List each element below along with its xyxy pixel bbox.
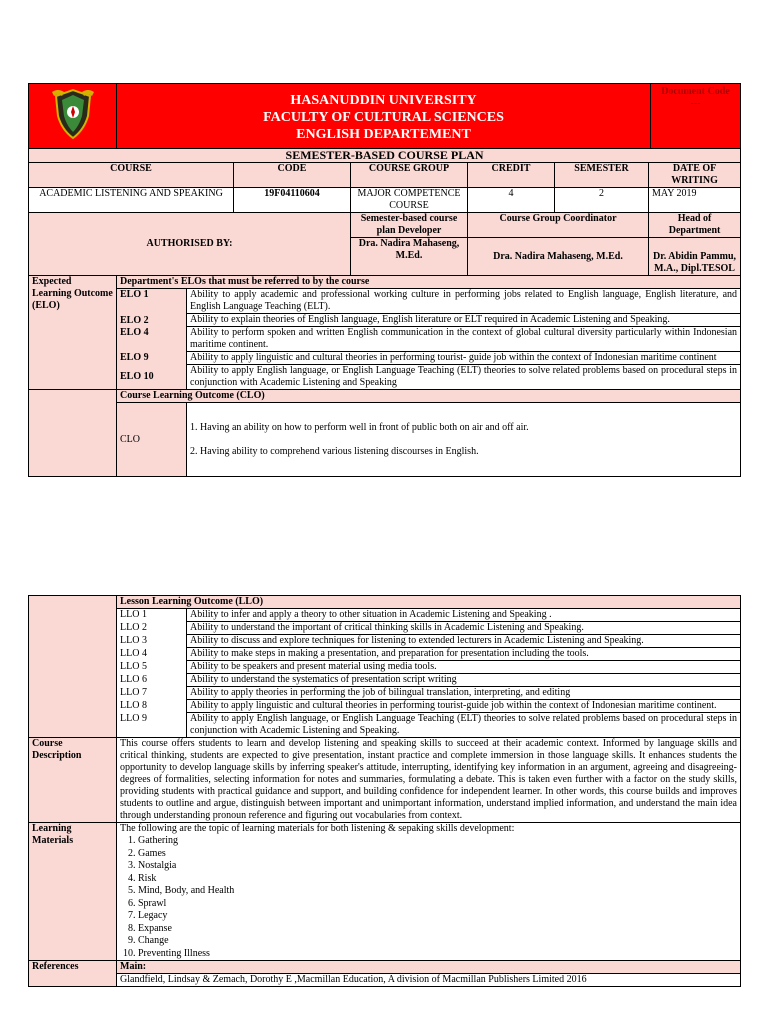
llo-text: Ability to apply linguistic and cultural theories in performing tourist-guide job within the context of Indonesian maritime continent. — [187, 700, 741, 713]
header-table — [28, 83, 741, 149]
llo-code: LLO 3 — [117, 635, 187, 648]
llo-code: LLO 8 — [117, 700, 187, 713]
faculty-name: FACULTY OF CULTURAL SCIENCES — [263, 109, 504, 125]
llo-text: Ability to understand the important of critical thinking skills in Academic Listening and Speaking. — [187, 622, 741, 635]
elo-text: Ability to apply academic and professional working culture in performing jobs related to English language, English literature, and English Language Teaching (ELT). — [187, 289, 741, 314]
material-item: 10. Preventing Illness — [138, 948, 737, 961]
date-header: DATE OF WRITING — [649, 163, 741, 188]
material-item: 9. Change — [138, 935, 737, 948]
clo-items — [187, 403, 741, 477]
material-item: 4. Risk — [138, 873, 737, 886]
llo-text: Ability to discuss and explore techniques for listening to extended lecturers in Academic Listening and Speaking. — [187, 635, 741, 648]
material-item: 7. Legacy — [138, 910, 737, 923]
material-item: 2. Games — [138, 848, 737, 861]
llo-code: LLO 1 — [117, 609, 187, 622]
llo-code: LLO 9 — [117, 713, 187, 738]
material-item: 1. Gathering — [138, 835, 737, 848]
clo-item: 1. Having an ability on how to perform well in front of public both on air and off air. — [190, 421, 529, 433]
elo-code: ELO 1 — [117, 289, 187, 314]
authorised-label: AUTHORISED BY: — [29, 213, 351, 276]
elo-code: ELO 10 — [117, 365, 187, 390]
code-header: CODE — [234, 163, 351, 188]
references-main-label: Main: — [117, 961, 741, 974]
llo-code: LLO 6 — [117, 674, 187, 687]
course-group: MAJOR COMPETENCE COURSE — [351, 188, 468, 213]
llo-table — [28, 595, 741, 987]
plan-title: SEMESTER-BASED COURSE PLAN — [29, 149, 741, 163]
head-label: Head of Department — [649, 213, 741, 238]
llo-text: Ability to apply English language, or English Language Teaching (ELT) theories to solve related problems based on procedural steps in conjunction with Academic Listening and Speaking. — [187, 713, 741, 738]
document-code-value: --- — [690, 98, 701, 109]
developer-name: Dra. Nadira Mahaseng, M.Ed. — [351, 238, 468, 276]
clo-code: CLO — [117, 403, 187, 477]
course-info-table — [28, 149, 741, 276]
semester-value: 2 — [555, 188, 649, 213]
developer-label: Semester-based course plan Developer — [351, 213, 468, 238]
course-value-row — [29, 188, 741, 213]
logo-cell — [29, 84, 117, 149]
llo-code: LLO 2 — [117, 622, 187, 635]
clo-heading: Course Learning Outcome (CLO) — [117, 390, 741, 403]
department-name: ENGLISH DEPARTEMENT — [296, 126, 471, 142]
coordinator-name: Dra. Nadira Mahaseng, M.Ed. — [468, 238, 649, 276]
llo-code: LLO 7 — [117, 687, 187, 700]
elo-text: Ability to perform spoken and written English communication in the context of global cultural diversity particularly within Indonesian maritime continent. — [187, 327, 741, 352]
llo-text: Ability to understand the systematics of presentation script writing — [187, 674, 741, 687]
materials-list — [120, 835, 737, 960]
clo-item: 2. Having ability to comprehend various listening discourses in English. — [190, 445, 479, 457]
course-header: COURSE — [29, 163, 234, 188]
elo-text: Ability to apply English language, or English Language Teaching (ELT) theories to solve related problems based on procedural steps in conjunction with Academic Listening and Speaking — [187, 365, 741, 390]
coordinator-label: Course Group Coordinator — [468, 213, 649, 238]
materials-cell — [117, 823, 741, 961]
elo-label: Expected Learning Outcome (ELO) — [29, 276, 117, 390]
description-text: This course offers students to learn and develop listening and speaking skills to succeed at their academic context. Informed by language skills and critical thinking, students are expected to give presentation, instant practice and complete immersion in those language skills. It enhances students the opportunity to develop language skills by inferring speaker's attitude, interrupting, identifying key information in an argument, agreeing and disagreeing- degrees of formalities, selecting information for notes and summaries, formulating a debate. This is taken even further with a factor on the study skills, providing students with practical guidance and support, and building confidence for independent learner. In other words, this course builds and improves students to outline and argue, distinguish between important and unimportant information, understand implied information, and understand the main idea through understanding pronoun reference and figuring out vocabularies from context. — [117, 738, 741, 823]
course-code: 19F04110604 — [234, 188, 351, 213]
elo-text: Ability to apply linguistic and cultural theories in performing tourist- guide job within the context of Indonesian maritime continent — [187, 352, 741, 365]
materials-intro: The following are the topic of learning materials for both listening & sepaking skills development: — [120, 823, 515, 834]
course-name: ACADEMIC LISTENING AND SPEAKING — [29, 188, 234, 213]
document-code-label: Document Code — [661, 86, 730, 97]
elo-label-continued — [29, 390, 117, 477]
material-item: 8. Expanse — [138, 923, 737, 936]
material-item: 5. Mind, Body, and Health — [138, 885, 737, 898]
material-item: 6. Sprawl — [138, 898, 737, 911]
materials-label: Learning Materials — [29, 823, 117, 961]
llo-text: Ability to be speakers and present material using media tools. — [187, 661, 741, 674]
university-title-cell — [117, 84, 651, 149]
date-value: MAY 2019 — [649, 188, 741, 213]
elo-code: ELO 2 — [117, 314, 187, 327]
head-name: Dr. Abidin Pammu, M.A., Dipl.TESOL — [649, 238, 741, 276]
elo-code: ELO 4 — [117, 327, 187, 352]
llo-label-cell — [29, 596, 117, 738]
course-plan-page-1 — [28, 83, 740, 477]
llo-text: Ability to make steps in making a presentation, and preparation for presentation including the tools. — [187, 648, 741, 661]
elo-code: ELO 9 — [117, 352, 187, 365]
material-item: 3. Nostalgia — [138, 860, 737, 873]
university-name: HASANUDDIN UNIVERSITY — [290, 92, 477, 108]
document-code-cell — [651, 84, 741, 149]
llo-code: LLO 4 — [117, 648, 187, 661]
course-plan-page-2 — [28, 595, 740, 987]
references-label: References — [29, 961, 117, 987]
reference-item: Glandfield, Lindsay & Zemach, Dorothy E ,Macmillan Education, A division of Macmillan Publishers Limited 2016 — [117, 974, 741, 987]
course-group-header: COURSE GROUP — [351, 163, 468, 188]
elo-table — [28, 276, 741, 477]
llo-code: LLO 5 — [117, 661, 187, 674]
elo-heading: Department's ELOs that must be referred to by the course — [117, 276, 741, 289]
course-header-row — [29, 163, 741, 188]
llo-text: Ability to apply theories in performing the job of bilingual translation, interpreting, and editing — [187, 687, 741, 700]
credit-header: CREDIT — [468, 163, 555, 188]
university-crest-icon — [48, 86, 98, 142]
llo-heading: Lesson Learning Outcome (LLO) — [117, 596, 741, 609]
semester-header: SEMESTER — [555, 163, 649, 188]
llo-text: Ability to infer and apply a theory to other situation in Academic Listening and Speaking . — [187, 609, 741, 622]
elo-text: Ability to explain theories of English language, English literature or ELT required in Academic Listening and Speaking. — [187, 314, 741, 327]
credit-value: 4 — [468, 188, 555, 213]
description-label: Course Description — [29, 738, 117, 823]
